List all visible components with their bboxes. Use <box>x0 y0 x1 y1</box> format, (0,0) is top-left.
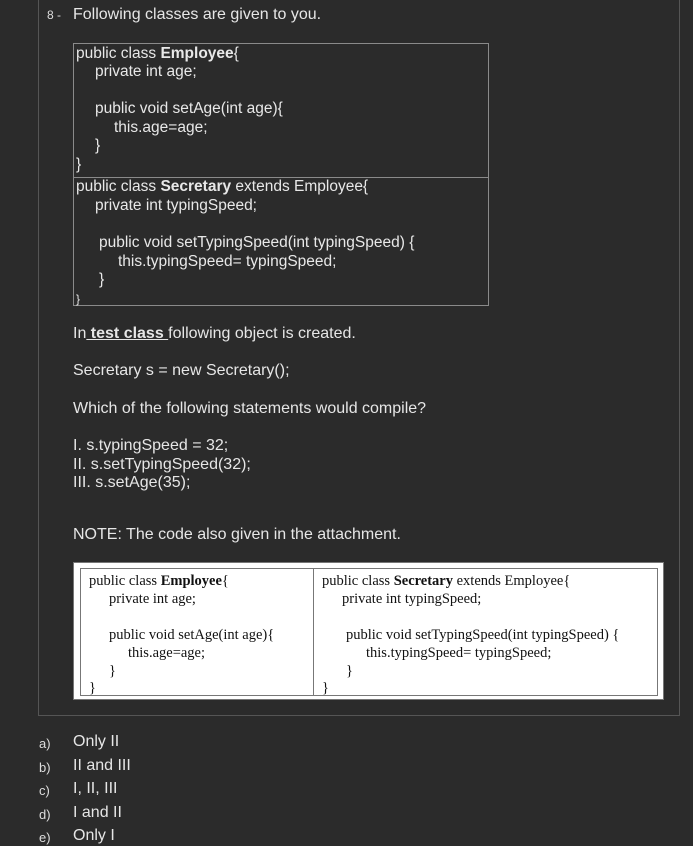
statement-1: I. s.typingSpeed = 32; <box>73 437 229 454</box>
question-number: 8 - <box>47 8 62 22</box>
att-left-line-1: public class Employee{ <box>89 573 229 589</box>
attachment-image <box>73 562 664 700</box>
attachment-divider <box>313 569 314 695</box>
paragraph-test-class: In test class following object is created. <box>73 325 356 342</box>
att-right-line-5: } <box>346 663 353 679</box>
att-right-line-6: } <box>322 680 329 696</box>
code-line-5: } <box>95 137 101 154</box>
att-left-line-2: private int age; <box>109 591 196 607</box>
option-d[interactable]: I and II <box>73 804 122 821</box>
code-line-12: } <box>76 292 81 306</box>
code-line-10: this.typingSpeed= typingSpeed; <box>118 253 337 270</box>
option-a-letter: a) <box>39 736 51 751</box>
code-line-8: private int typingSpeed; <box>95 197 257 214</box>
code-line-7: public class Secretary extends Employee{ <box>76 178 369 195</box>
option-b-letter: b) <box>39 760 51 775</box>
code-line-3: public void setAge(int age){ <box>95 100 283 117</box>
option-c[interactable]: I, II, III <box>73 780 118 797</box>
code-line-6: } <box>76 156 82 173</box>
paragraph-object: Secretary s = new Secretary(); <box>73 362 290 379</box>
att-right-line-1: public class Secretary extends Employee{ <box>322 573 571 589</box>
code-line-2: private int age; <box>95 63 197 80</box>
option-e[interactable]: Only I <box>73 827 115 844</box>
option-c-letter: c) <box>39 783 50 798</box>
option-a[interactable]: Only II <box>73 733 120 750</box>
code-line-4: this.age=age; <box>114 119 208 136</box>
statement-3: III. s.setAge(35); <box>73 474 191 491</box>
att-left-line-6: } <box>89 680 96 696</box>
statement-2: II. s.setTypingSpeed(32); <box>73 456 251 473</box>
att-left-line-4: this.age=age; <box>128 645 206 661</box>
code-line-1: public class Employee{ <box>76 45 239 62</box>
code-line-11: } <box>99 271 105 288</box>
att-right-line-2: private int typingSpeed; <box>342 591 482 607</box>
option-b[interactable]: II and III <box>73 757 131 774</box>
att-left-line-3: public void setAge(int age){ <box>109 627 275 643</box>
attachment-table <box>80 568 658 696</box>
code-line-9: public void setTypingSpeed(int typingSpeed) { <box>99 234 415 251</box>
att-right-line-4: this.typingSpeed= typingSpeed; <box>366 645 552 661</box>
option-d-letter: d) <box>39 807 51 822</box>
note-text: NOTE: The code also given in the attachment. <box>73 526 401 543</box>
option-e-letter: e) <box>39 830 51 845</box>
paragraph-question: Which of the following statements would compile? <box>73 400 427 417</box>
question-text: Following classes are given to you. <box>73 6 322 23</box>
att-right-line-3: public void setTypingSpeed(int typingSpeed) { <box>346 627 620 643</box>
att-left-line-5: } <box>109 663 116 679</box>
code-block <box>73 43 489 306</box>
